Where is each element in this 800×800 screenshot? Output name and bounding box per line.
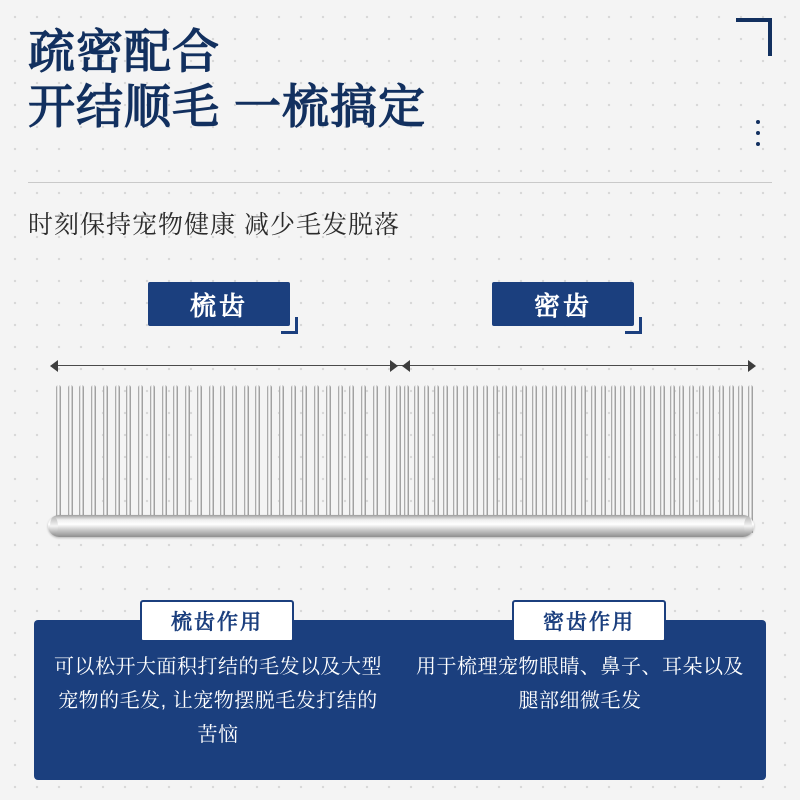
comb-tooth (453, 385, 458, 533)
comb-tooth (493, 385, 498, 533)
comb-tooth (79, 385, 84, 533)
comb-tooth (660, 385, 665, 533)
comb-tooth (361, 385, 366, 533)
arrow-left-icon (50, 360, 58, 372)
comb-tooth (620, 385, 625, 533)
comb-tooth (103, 385, 108, 533)
comb-tooth (463, 385, 468, 533)
comb-tooth (162, 385, 167, 533)
divider (28, 182, 772, 183)
comb-tooth (738, 385, 743, 533)
label-sparse-teeth: 梳齿 (148, 282, 290, 326)
comb-tooth (473, 385, 478, 533)
comb-tooth (571, 385, 576, 533)
vertical-dots-decoration (756, 120, 760, 146)
comb-tooth (640, 385, 645, 533)
comb-tooth (522, 385, 527, 533)
comb-tooth (115, 385, 120, 533)
arrow-right-icon (748, 360, 756, 372)
label-dense-teeth: 密齿 (492, 282, 634, 326)
headline-line-2: 开结顺毛 一梳搞定 (28, 80, 427, 134)
comb-tooth (314, 385, 319, 533)
comb-tooth (373, 385, 378, 533)
comb-tooth (650, 385, 655, 533)
comb-tooth (338, 385, 343, 533)
comb-tooth (150, 385, 155, 533)
comb-tooth (244, 385, 249, 533)
comb-tooth (91, 385, 96, 533)
panel-tag-dense: 密齿作用 (512, 600, 666, 642)
dot-icon (756, 120, 760, 124)
panel-text-sparse: 可以松开大面积打结的毛发以及大型宠物的毛发, 让宠物摆脱毛发打结的苦恼 (54, 656, 382, 746)
comb-tooth (424, 385, 429, 533)
comb-tooth (512, 385, 517, 533)
panel-text-dense: 用于梳理宠物眼睛、鼻子、耳朵以及腿部细微毛发 (416, 656, 744, 712)
comb-tooth (542, 385, 547, 533)
headline-line-1: 疏密配合 (28, 25, 220, 78)
comb-tooth (197, 385, 202, 533)
comb-tooth (255, 385, 260, 533)
page-title (28, 24, 426, 135)
panel-tag-sparse: 梳齿作用 (140, 600, 294, 642)
comb-tooth (326, 385, 331, 533)
comb-tooth (630, 385, 635, 533)
comb-tooth (185, 385, 190, 533)
comb-tooth (502, 385, 507, 533)
comb-tooth (404, 385, 409, 533)
comb-tooth (126, 385, 131, 533)
comb-tooth (601, 385, 606, 533)
comb-tooth (483, 385, 488, 533)
comb-tooth (68, 385, 73, 533)
comb-tooth (138, 385, 143, 533)
comb-tooth (679, 385, 684, 533)
comb-tooth (561, 385, 566, 533)
comb-tooth (414, 385, 419, 533)
arrow-mid-right-icon (402, 360, 410, 372)
comb-tooth (591, 385, 596, 533)
dot-icon (756, 131, 760, 135)
comb-tooth (689, 385, 694, 533)
comb-tooth (719, 385, 724, 533)
comb-tooth (709, 385, 714, 533)
comb-tooth (291, 385, 296, 533)
comb-tooth (729, 385, 734, 533)
comb-tooth (396, 385, 401, 533)
dot-icon (756, 142, 760, 146)
comb-tooth (434, 385, 439, 533)
comb-tooth (173, 385, 178, 533)
comb-tooth (209, 385, 214, 533)
comb-tooth (699, 385, 704, 533)
comb-tooth (443, 385, 448, 533)
comb-tooth (302, 385, 307, 533)
comb-teeth (48, 385, 754, 533)
comb-tooth (349, 385, 354, 533)
comb-tooth (611, 385, 616, 533)
comb-tooth (581, 385, 586, 533)
comb-tooth (279, 385, 284, 533)
measure-arrows (50, 360, 756, 372)
comb-tooth (385, 385, 390, 533)
comb-tooth (532, 385, 537, 533)
comb-tooth (56, 385, 61, 533)
comb-tooth (552, 385, 557, 533)
comb-tooth (220, 385, 225, 533)
comb-tooth (748, 385, 753, 533)
comb-illustration (48, 385, 754, 560)
comb-tooth (670, 385, 675, 533)
comb-tooth (232, 385, 237, 533)
comb-spine (48, 515, 754, 537)
comb-tooth (267, 385, 272, 533)
subtitle: 时刻保持宠物健康 减少毛发脱落 (28, 211, 400, 239)
corner-bracket-decoration (736, 18, 772, 56)
arrow-mid-left-icon (390, 360, 398, 372)
